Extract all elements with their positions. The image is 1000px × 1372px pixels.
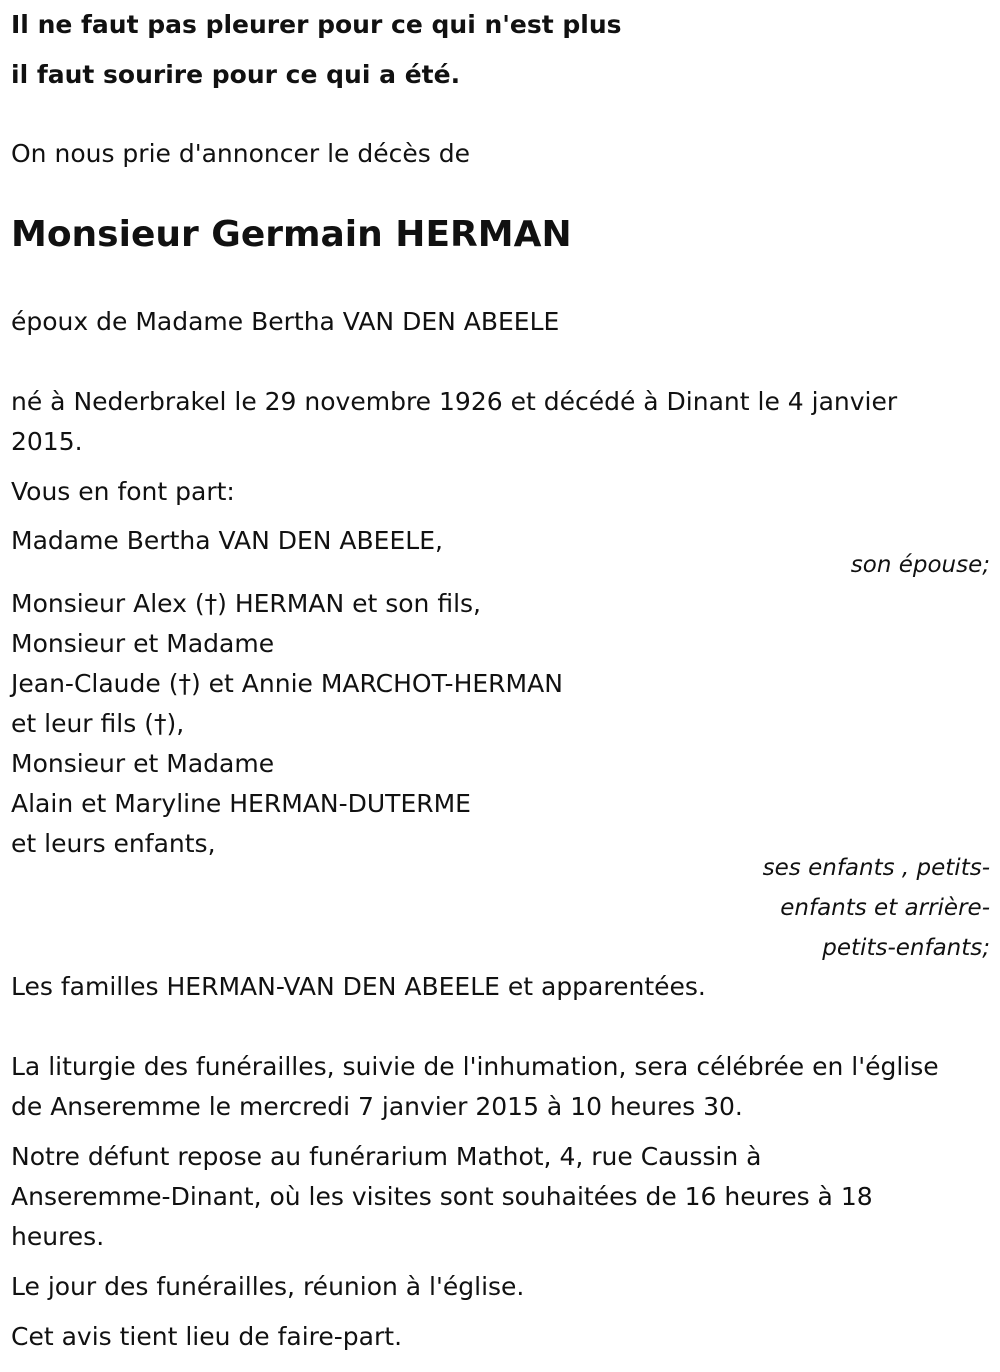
birth-death-line-1: né à Nederbrakel le 29 novembre 1926 et décédé à Dinant le 4 janvier — [11, 387, 898, 416]
announce-text: Vous en font part: — [11, 477, 235, 506]
epigraph-line-2: il faut sourire pour ce qui a été. — [11, 60, 461, 89]
spouse-line: époux de Madame Bertha VAN DEN ABEELE — [11, 307, 560, 336]
deceased-name: Monsieur Germain HERMAN — [11, 214, 572, 255]
relation-label: son épouse; — [850, 552, 990, 578]
relation-label: enfants et arrière- — [780, 895, 990, 921]
mourner-line: et leur fils (†), — [11, 709, 185, 738]
repose-line-3: heures. — [11, 1222, 105, 1251]
epigraph-line-1: Il ne faut pas pleurer pour ce qui n'est plus — [11, 10, 622, 39]
intro-text: On nous prie d'annoncer le décès de — [11, 139, 470, 168]
relation-label: petits-enfants; — [822, 935, 990, 961]
repose-line-1: Notre défunt repose au funérarium Mathot, 4, rue Caussin à — [11, 1142, 762, 1171]
liturgy-line-2: de Anseremme le mercredi 7 janvier 2015 à 10 heures 30. — [11, 1092, 743, 1121]
mourner-line: Jean-Claude (†) et Annie MARCHOT-HERMAN — [11, 669, 563, 698]
families-line: Les familles HERMAN-VAN DEN ABEELE et apparentées. — [11, 972, 706, 1001]
repose-line-2: Anseremme-Dinant, où les visites sont souhaitées de 16 heures à 18 — [11, 1182, 873, 1211]
mourner-line: Monsieur Alex (†) HERMAN et son fils, — [11, 589, 482, 618]
mourner-line: Alain et Maryline HERMAN-DUTERME — [11, 789, 471, 818]
mourner-line: Monsieur et Madame — [11, 749, 275, 778]
meeting-line: Le jour des funérailles, réunion à l'église. — [11, 1272, 525, 1301]
birth-death-line-2: 2015. — [11, 427, 83, 456]
mourner-line: Madame Bertha VAN DEN ABEELE, — [11, 526, 443, 555]
relation-label: ses enfants , petits- — [762, 855, 990, 881]
closing-line: Cet avis tient lieu de faire-part. — [11, 1322, 403, 1351]
mourner-line: Monsieur et Madame — [11, 629, 275, 658]
mourner-line: et leurs enfants, — [11, 829, 216, 858]
liturgy-line-1: La liturgie des funérailles, suivie de l'inhumation, sera célébrée en l'église — [11, 1052, 939, 1081]
